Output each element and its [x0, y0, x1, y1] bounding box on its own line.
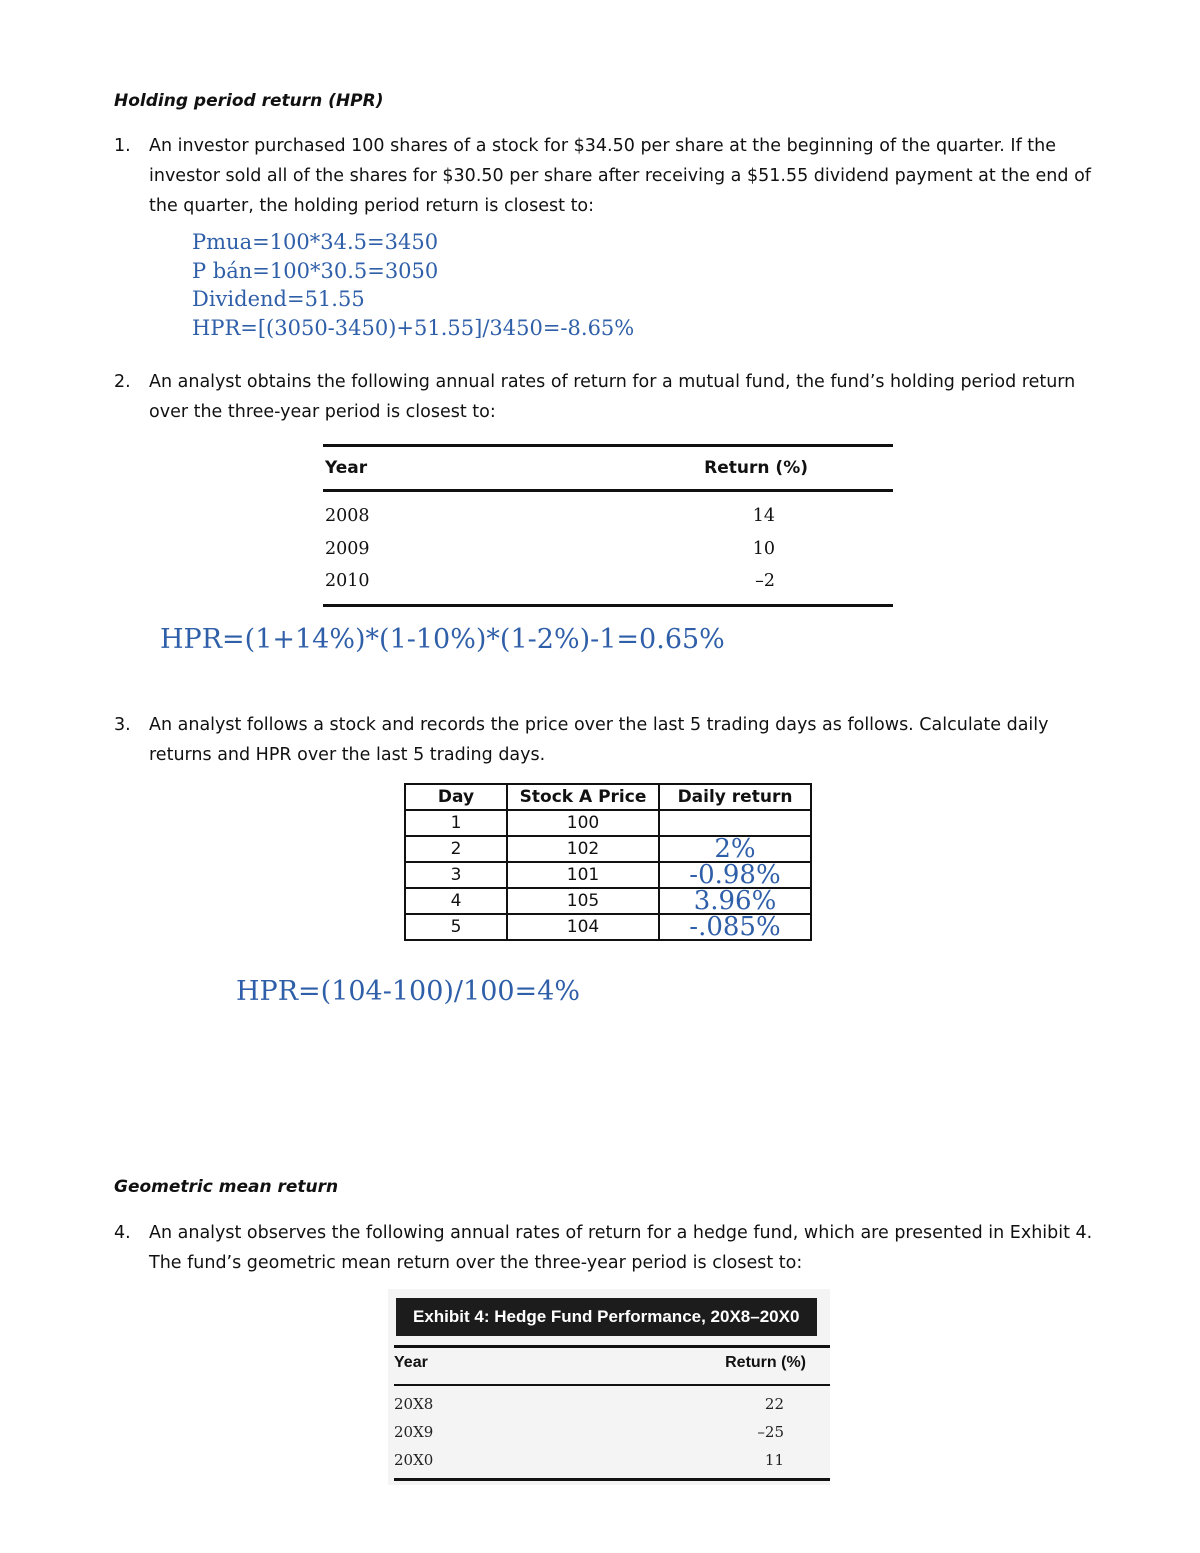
question-4-number: 4. [114, 1223, 131, 1243]
cell-day: 1 [405, 810, 507, 836]
answer-line: HPR=[(3050-3450)+51.55]/3450=-8.65% [192, 315, 635, 340]
table-rule [394, 1478, 830, 1481]
cell-year: 20X9 [394, 1423, 434, 1441]
cell-day: 3 [405, 862, 507, 888]
cell-day: 2 [405, 836, 507, 862]
cell-year: 2010 [325, 571, 370, 592]
table-header [394, 1354, 806, 1372]
cell-return: 22 [764, 1395, 784, 1413]
cell-year: 20X8 [394, 1395, 434, 1413]
question-3-text: An analyst follows a stock and records the price over the last 5 trading days as follows. Calculate daily returns and HPR over the last 5 trading days. [149, 715, 1049, 765]
header-year: Year [394, 1354, 428, 1371]
question-3-answer: HPR=(104-100)/100=4% [236, 976, 581, 1007]
table-row [405, 836, 811, 862]
question-2-answer: HPR=(1+14%)*(1-10%)*(1-2%)-1=0.65% [160, 624, 725, 655]
stock-price-table [404, 783, 812, 941]
answer-line: Dividend=51.55 [192, 287, 365, 311]
cell-price: 100 [507, 810, 659, 836]
cell-year: 20X0 [394, 1451, 434, 1469]
table-row [394, 1451, 784, 1469]
table-header [323, 447, 893, 489]
question-1-text: An investor purchased 100 shares of a stock for $34.50 per share at the beginning of the quarter. If the investor sold all of the shares for $30.50 per share after receiving a $51.55 dividend payment at the end of the quarter, the holding period return is closest to: [149, 136, 1091, 216]
question-1-number: 1. [114, 136, 131, 156]
cell-price: 105 [507, 888, 659, 914]
table-rule [323, 604, 893, 607]
hpr-heading: Holding period return (HPR) [114, 91, 384, 111]
cell-daily-return: -.085% [659, 914, 811, 940]
cell-return: 14 [752, 506, 775, 527]
answer-line: Pmua=100*34.5=3450 [192, 230, 439, 254]
header-day: Day [405, 784, 507, 810]
cell-day: 4 [405, 888, 507, 914]
exhibit-4 [388, 1289, 830, 1485]
table-row [394, 1395, 784, 1413]
gmr-heading: Geometric mean return [114, 1177, 339, 1197]
cell-year: 2009 [325, 538, 370, 559]
question-4-text: An analyst observes the following annual rates of return for a hedge fund, which are presented in Exhibit 4. The fund’s geometric mean return over the three-year period is closest to: [149, 1223, 1093, 1273]
question-2 [114, 367, 1099, 427]
header-return: Return (%) [704, 458, 808, 478]
table-row [323, 500, 893, 533]
question-2-number: 2. [114, 372, 131, 392]
table-row [405, 862, 811, 888]
cell-return: –25 [757, 1423, 784, 1441]
header-daily-return: Daily return [659, 784, 811, 810]
question-4 [114, 1218, 1099, 1278]
table-row [323, 533, 893, 566]
exhibit-title: Exhibit 4: Hedge Fund Performance, 20X8–20X0 [396, 1298, 817, 1336]
table-rule [394, 1345, 830, 1348]
table-row [394, 1423, 784, 1441]
table-row [323, 565, 893, 598]
cell-daily-return: 3.96% [659, 888, 811, 914]
question-3-number: 3. [114, 715, 131, 735]
table-rule [394, 1384, 830, 1386]
header-year: Year [325, 458, 368, 478]
cell-daily-return: -0.98% [659, 862, 811, 888]
question-1-answer [192, 228, 634, 342]
question-3 [114, 710, 1099, 770]
cell-year: 2008 [325, 506, 370, 527]
question-1 [114, 131, 1099, 221]
cell-price: 104 [507, 914, 659, 940]
mutual-fund-returns-table [323, 444, 893, 607]
cell-daily-return: 2% [659, 836, 811, 862]
table-row [405, 914, 811, 940]
table-header [405, 784, 811, 810]
table-row [405, 888, 811, 914]
header-return: Return (%) [725, 1354, 806, 1371]
question-2-text: An analyst obtains the following annual rates of return for a mutual fund, the fund’s holding period return over the three-year period is closest to: [149, 372, 1076, 422]
cell-return: 11 [764, 1451, 784, 1469]
answer-line: P bán=100*30.5=3050 [192, 258, 439, 283]
cell-return: –2 [755, 571, 775, 592]
cell-daily-return [659, 810, 811, 836]
cell-price: 101 [507, 862, 659, 888]
cell-day: 5 [405, 914, 507, 940]
cell-return: 10 [752, 538, 775, 559]
cell-price: 102 [507, 836, 659, 862]
header-price: Stock A Price [507, 784, 659, 810]
table-row [405, 810, 811, 836]
